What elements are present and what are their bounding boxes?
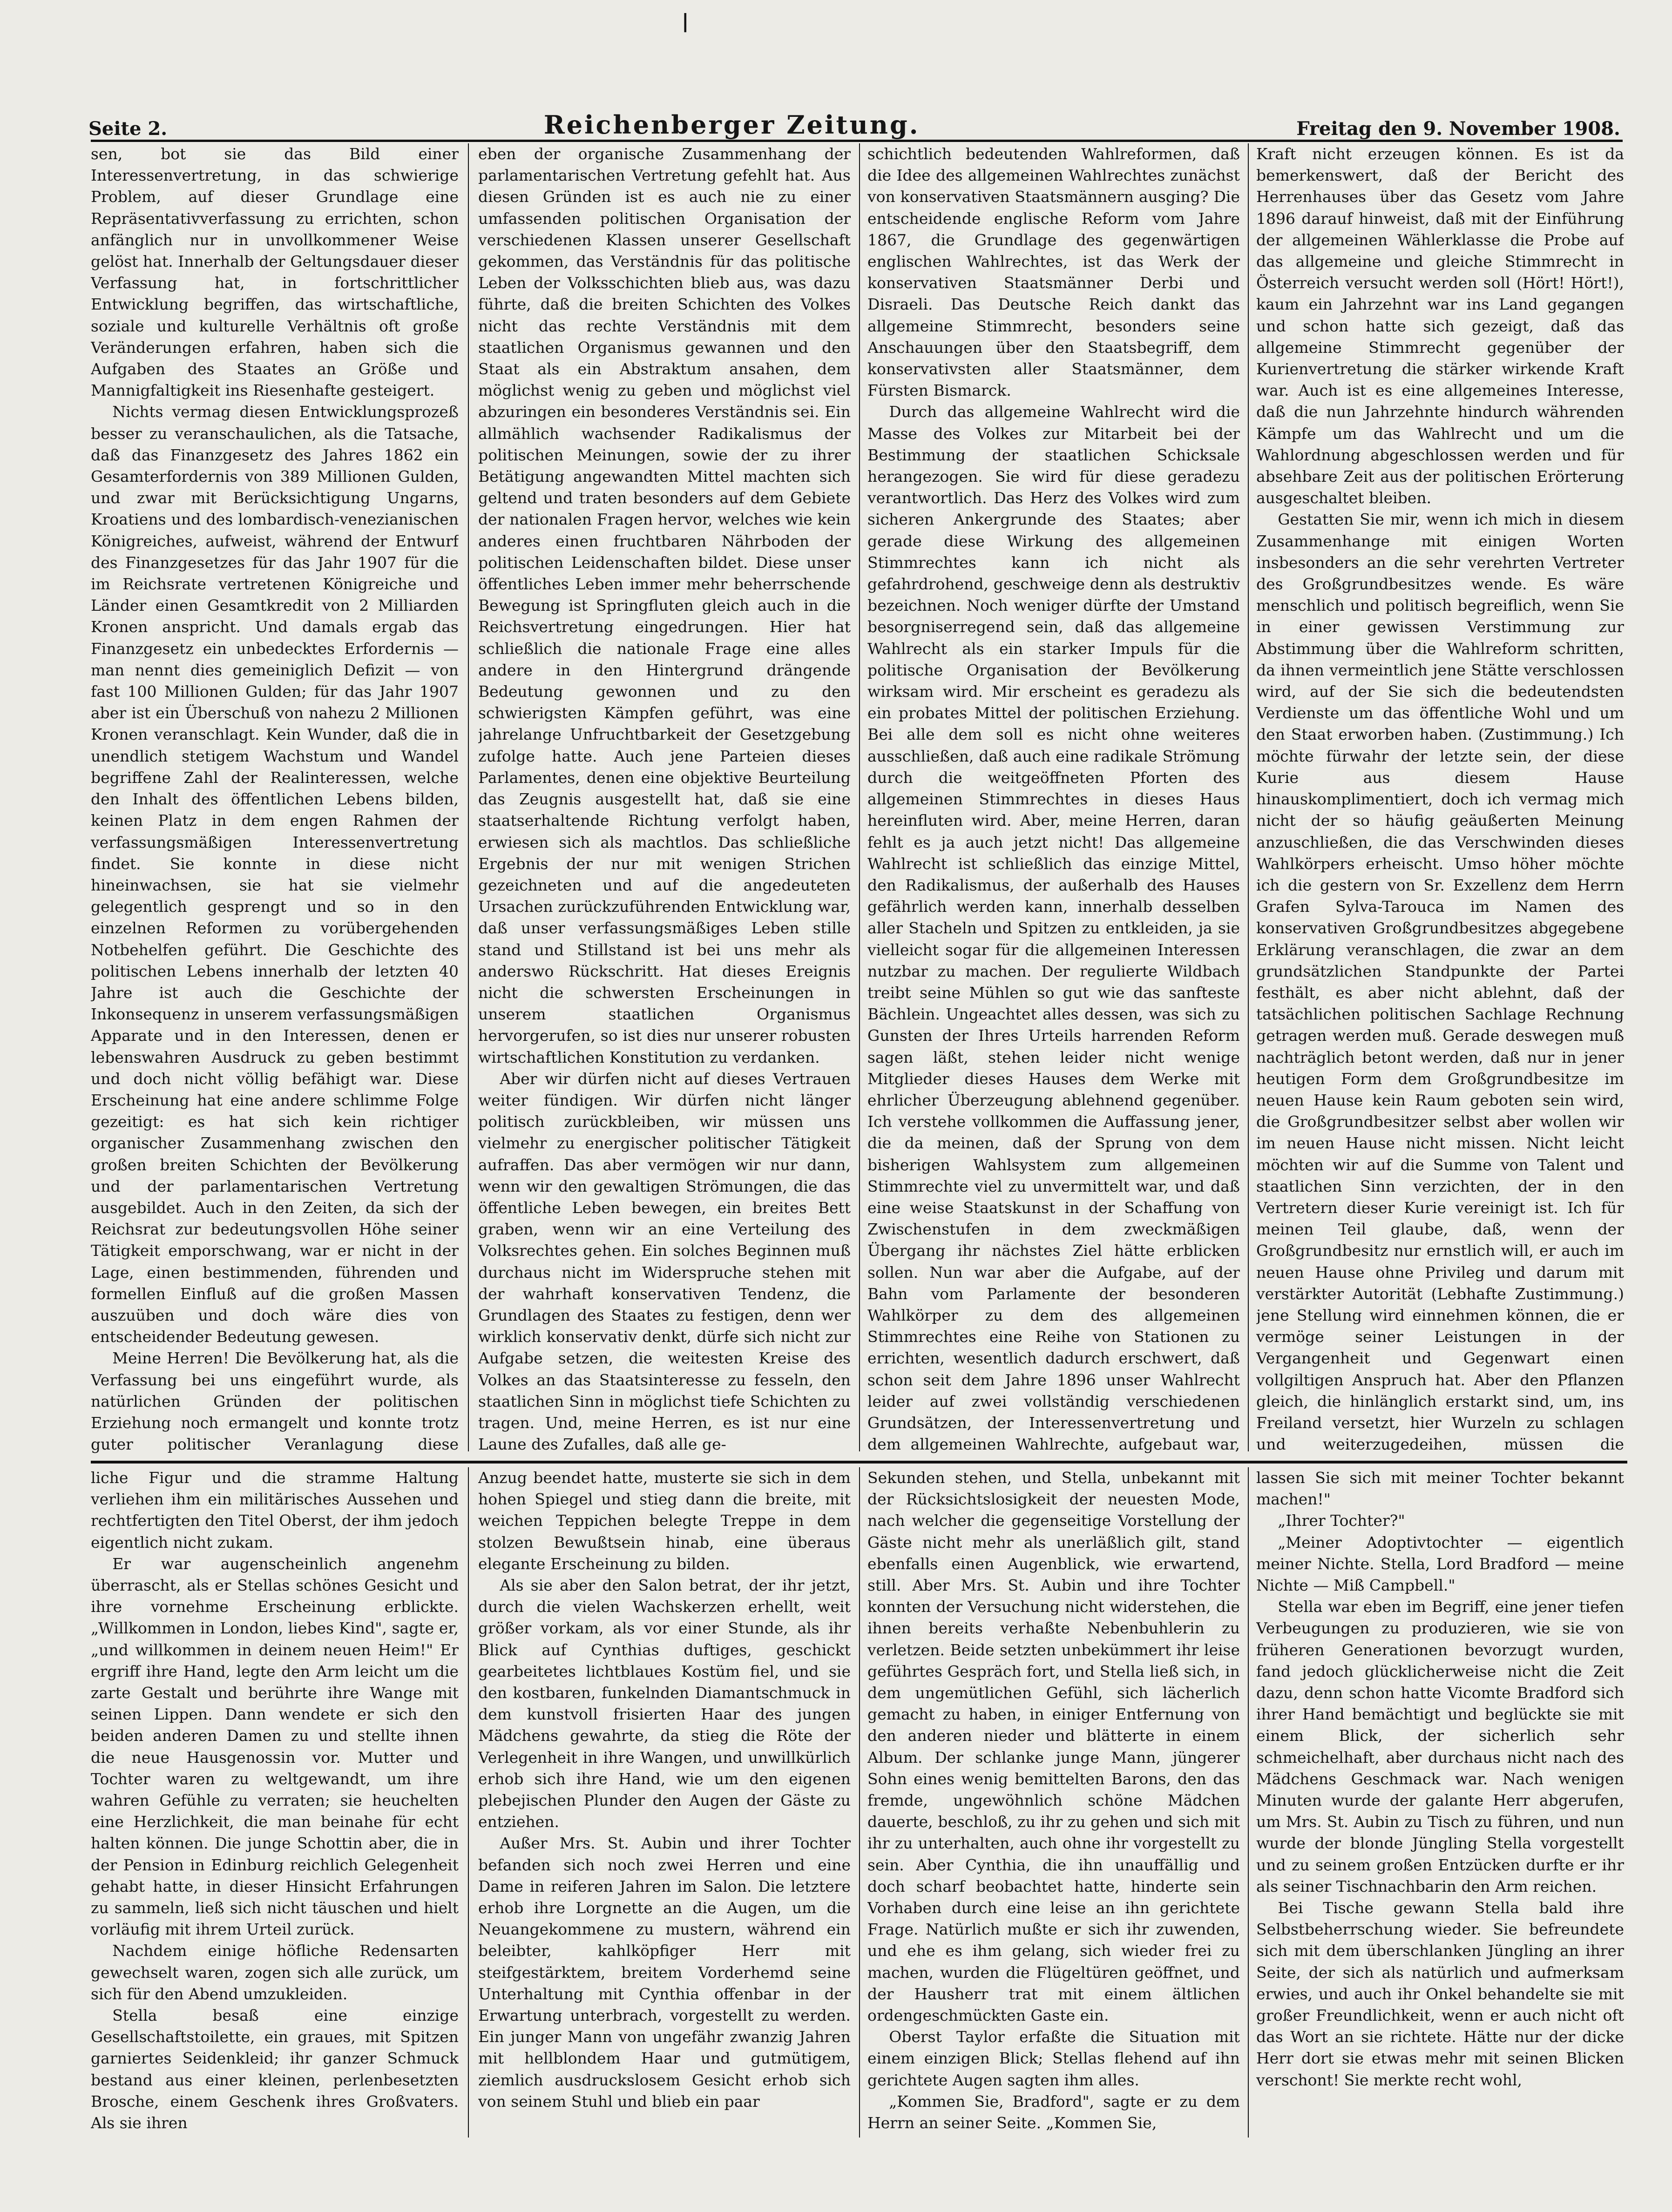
paragraph: Anzug beendet hatte, musterte sie sich in dem hohen Spiegel und stieg dann die breite, mit weichen Teppichen belegte Treppe in dem stolzen Bewußtsein hinab, eine überaus elegante Erscheinung zu bilden. xyxy=(478,1469,851,1573)
paragraph: Meine Herren! Die Bevölkerung hat, als die Verfassung bei uns eingeführt wurde, als natürlichen Gründen der politischen Erziehung noch ermangelt und konnte trotz guter politischer Veranlagung diese xyxy=(91,1349,459,1454)
paragraph: Gestatten Sie mir, wenn ich mich in diesem Zusammenhange mit einigen Worten insbesonders an die sehr verehrten Vertreter des Großgrundbesitzes wende. Es wäre menschlich und politisch begreiflich, wenn Sie in einer gewissen Verstimmung zur Abstimmung über die Wahlreform schritten, da ihnen vermeintlich jene Stätte verschlossen wird, auf der Sie sich die bedeutendsten Verdienste um das öffentliche Wohl und um den Staat erworben haben. (Zustimmung.) Ich möchte fürwahr der letzte sein, der diese Kurie aus diesem Hause hinauskomplimentiert, doch ich vermag mich nicht der so häufig geäußerten Meinung anzuschließen, die das Verschwinden dieses Wahlkörpers erheischt. Umso höher möchte ich die gestern von Sr. Exzellenz dem Herrn Grafen Sylva-Tarouca im Namen des konservativen Großgrundbesitzes abgegebene Erklärung veranschlagen, die zwar an dem grundsätzlichen Standpunkte der Partei festhält, es aber nicht ablehnt, daß der tatsächlichen politischen Sachlage Rechnung getragen werden muß. Gerade deswegen muß nachträglich betont werden, daß nur in jener heutigen Form dem Großgrundbesitze im neuen Hause kein Raum geboten sein wird, die Großgrundbesitzer selbst aber wollen wir im neuen Hause nicht missen. Nicht leicht möchten wir auf die Summe von Talent und staatlichen Sinn verzichten, der in den Vertretern dieser Kurie vereinigt ist. Ich für meinen Teil glaube, daß, wenn der Großgrundbesitz nur ernstlich will, er auch im neuen Hause ohne Privileg und darum mit verstärkter Autorität (Lebhafte Zustimmung.) jene Stellung wird einnehmen können, die er vermöge seiner Leistungen in der Vergangenheit und Gegenwart einen vollgiltigen Anspruch hat. Aber den Pflanzen gleich, die hinlänglich erstarkt sind, um, ins Freiland versetzt, hier Wurzeln zu schlagen und weiterzugedeihen, müssen die xyxy=(1256,510,1624,1454)
paragraph: lassen Sie sich mit meiner Tochter bekannt machen!" xyxy=(1256,1469,1624,1509)
masthead xyxy=(88,98,1620,140)
top-column-3 xyxy=(867,143,1240,1457)
paragraph: Oberst Taylor erfaßte die Situation mit einem einzigen Blick; Stellas flehend auf ihn gerichtete Augen sagten ihm alles. xyxy=(867,2028,1240,2089)
paragraph: Stella war eben im Begriff, eine jener tiefen Verbeugungen zu produzieren, wie sie von früheren Generationen bevorzugt wurden, fand jedoch glücklicherweise nicht die Zeit dazu, denn schon hatte Vicomte Bradford sich ihrer Hand bemächtigt und beglückte sie mit einem Blick, der sicherlich sehr schmeichelhaft, aber durchaus nicht nach des Mädchens Geschmack war. Nach wenigen Minuten wurde der galante Herr abgerufen, um Mrs. St. Aubin zu Tisch zu führen, und nun wurde der blonde Jüngling Stella vorgestellt und zu seinem großen Entzücken durfte er ihr als seiner Tischnachbarin den Arm reichen. xyxy=(1256,1598,1624,1895)
paragraph: Durch das allgemeine Wahlrecht wird die Masse des Volkes zur Mitarbeit bei der Bestimmung der staatlichen Schicksale herangezogen. Sie wird für diese geradezu verantwortlich. Das Herz des Volkes wird zum sicheren Ankergrunde des Staates; aber gerade diese Wirkung des allgemeinen Stimmrechtes kann ich nicht als gefahrdrohend, geschweige denn als destruktiv bezeichnen. Noch weniger dürfte der Umstand besorgniserregend sein, daß das allgemeine Wahlrecht als ein starker Impuls für die politische Organisation der Bevölkerung wirksam wird. Mir erscheint es geradezu als ein probates Mittel der politischen Erziehung. Bei alle dem soll es nicht ohne weiteres ausschließen, daß auch eine radikale Strömung durch die weitgeöffneten Pforten des allgemeinen Stimmrechtes in dieses Haus hereinfluten wird. Aber, meine Herren, daran fehlt es ja auch jetzt nicht! Das allgemeine Wahlrecht ist schließlich das einzige Mittel, den Radikalismus, der außerhalb des Hauses gefährlich werden kann, innerhalb desselben aller Stacheln und Spitzen zu entkleiden, ja sie vielleicht sogar für die allgemeinen Interessen nutzbar zu machen. Der regulierte Wildbach treibt seine Mühlen so gut wie das sanfteste Bächlein. Ungeachtet alles dessen, was sich zu Gunsten der Ihres Urteils harrenden Reform sagen läßt, stehen leider nicht wenige Mitglieder dieses Hauses dem Werke mit ehrlicher Überzeugung ablehnend gegenüber. Ich verstehe vollkommen die Auffassung jener, die da meinen, daß der Sprung von dem bisherigen Wahlsystem zum allgemeinen Stimmrechte viel zu unvermittelt war, und daß eine weise Staatskunst in der Schaffung von Zwischenstufen in dem zweckmäßigen Übergang ihr nächstes Ziel hätte erblicken sollen. Nun war aber die Aufgabe, auf der Bahn vom Parlamente der besonderen Wahlkörper zu dem des allgemeinen Stimmrechtes eine Reihe von Stationen zu errichten, wesentlich dadurch erschwert, daß schon seit dem Jahre 1896 unser Wahlrecht leider auf zwei vollständig verschiedenen Grundsätzen, der Interessenvertretung und dem allgemeinen Wahlrechte, aufgebaut war, xyxy=(867,403,1240,1454)
paragraph: liche Figur und die stramme Haltung verliehen ihm ein militärisches Aussehen und rechtfertigten den Titel Oberst, der ihm jedoch eigentlich nicht zukam. xyxy=(91,1469,459,1551)
column-divider xyxy=(1248,1467,1249,2138)
bottom-column-1 xyxy=(91,1467,459,2138)
top-column-1 xyxy=(91,143,459,1457)
column-divider xyxy=(468,143,469,1451)
top-column-2 xyxy=(478,143,851,1457)
issue-date: Freitag den 9. November 1908. xyxy=(1296,118,1620,140)
paragraph: „Ihrer Tochter?" xyxy=(1278,1511,1405,1530)
paragraph: sen, bot sie das Bild einer Interessenvertretung, in das schwierige Problem, auf dieser Grundlage eine Repräsentativverfassung zu errichten, schon anfänglich nur in unvollkommener Weise gelöst hat. Innerhalb der Geltungsdauer dieser Verfassung hat, in fortschrittlicher Entwicklung begriffen, das wirtschaftliche, soziale und kulturelle Verhältnis oft große Veränderungen erfahren, haben sich die Aufgaben des Staates an Größe und Mannigfaltigkeit ins Riesenhafte gesteigert. xyxy=(91,145,459,400)
column-divider xyxy=(468,1467,469,2138)
column-divider xyxy=(1248,143,1249,1451)
bottom-column-2 xyxy=(478,1467,851,2138)
paragraph: schichtlich bedeutenden Wahlreformen, daß die Idee des allgemeinen Wahlrechtes zunächst von konservativen Staatsmännern ausging? Die entscheidende englische Reform vom Jahre 1867, die Grundlage des gegenwärtigen englischen Wahlrechtes, ist das Werk der konservativen Staatsmänner Derbi und Disraeli. Das Deutsche Reich dankt das allgemeine Stimmrecht, besonders seine Anschauungen über den Staatsbegriff, dem konservativsten aller Staatsmänner, dem Fürsten Bismarck. xyxy=(867,145,1240,400)
masthead-rule xyxy=(91,140,1623,142)
paragraph: Er war augenscheinlich angenehm überrascht, als er Stellas schönes Gesicht und ihre vornehme Erscheinung erblickte. „Willkommen in London, liebes Kind", sagte er, „und willkommen in deinem neuen Heim!" Er ergriff ihre Hand, legte den Arm leicht um die zarte Gestalt und berührte ihre Wange mit seinen Lippen. Dann wendete er sich den beiden anderen Damen zu und stellte ihnen die neue Hausgenossin vor. Mutter und Tochter waren zu weltgewandt, um ihre wahren Gefühle zu verraten; sie heuchelten eine Herzlichkeit, die man beinahe für echt halten können. Die junge Schottin aber, die in der Pension in Edinburg reichlich Gelegenheit gehabt hatte, in dieser Hinsicht Erfahrungen zu sammeln, ließ sich nicht täuschen und hielt vorläufig mit ihrem Urteil zurück. xyxy=(91,1554,459,1939)
paragraph: Kraft nicht erzeugen können. Es ist da bemerkenswert, daß der Bericht des Herrenhauses über das Gesetz vom Jahre 1896 darauf hinweist, daß mit der Einführung der allgemeinen Wählerklasse die Probe auf das allgemeine und gleiche Stimmrecht in Österreich versucht werden soll (Hört! Hört!), kaum ein Jahrzehnt war ins Land gegangen und schon hatte sich gezeigt, daß das allgemeine Stimmrecht gegenüber der Kurienvertretung die stärker wirkende Kraft war. Auch ist es eine allgemeines Interesse, daß die nun Jahrzehnte hindurch währenden Kämpfe um das Wahlrecht und um die Wahlordnung abgeschlossen werden und für absehbare Zeit aus der politischen Erörterung ausgeschaltet bleiben. xyxy=(1256,145,1624,507)
paragraph: „Meiner Adoptivtochter — eigentlich meiner Nichte. Stella, Lord Bradford — meine Nichte — Miß Campbell." xyxy=(1256,1533,1624,1595)
column-divider xyxy=(859,1467,860,2138)
bottom-column-4 xyxy=(1256,1467,1624,2138)
top-column-4 xyxy=(1256,143,1624,1457)
page-number: Seite 2. xyxy=(88,118,168,140)
paragraph: Als sie aber den Salon betrat, der ihr jetzt, durch die vielen Wachskerzen erhellt, weit größer vorkam, als vor einer Stunde, als ihr Blick auf Cynthias duftiges, geschickt gearbeitetes lichtblaues Kostüm fiel, und sie den kostbaren, funkelnden Diamantschmuck in dem kunstvoll frisierten Haar des jungen Mädchens gewahrte, da stieg die Röte der Verlegenheit in ihre Wangen, und unwillkürlich erhob sich ihre Hand, wie um den eigenen plebejischen Plunder den Augen der Gäste zu entziehen. xyxy=(478,1576,851,1831)
paragraph: Außer Mrs. St. Aubin und ihrer Tochter befanden sich noch zwei Herren und eine Dame in reiferen Jahren im Salon. Die letztere erhob ihre Lorgnette an die Augen, um die Neuangekommene zu mustern, während ein beleibter, kahlköpfiger Herr mit steifgestärktem, breitem Vorderhemd seine Unterhaltung mit Cynthia offenbar in der Erwartung unterbrach, vorgestellt zu werden. Ein junger Mann von ungefähr zwanzig Jahren mit hellblondem Haar und gutmütigem, ziemlich ausdruckslosem Gesicht erhob sich von seinem Stuhl und blieb ein paar xyxy=(478,1834,851,2111)
column-divider xyxy=(859,143,860,1451)
section-separator xyxy=(91,1461,1627,1463)
paragraph: Stella besaß eine einzige Gesellschaftstoilette, ein graues, mit Spitzen garniertes Seidenkleid; ihr ganzer Schmuck bestand aus einer kleinen, perlenbesetzten Brosche, einem Geschenk ihres Großvaters. Als sie ihren xyxy=(91,2006,459,2132)
paragraph: Nachdem einige höfliche Redensarten gewechselt waren, zogen sich alle zurück, um sich für den Abend umzukleiden. xyxy=(91,1942,459,2003)
paragraph: Nichts vermag diesen Entwicklungsprozeß besser zu veranschaulichen, als die Tatsache, daß das Finanzgesetz des Jahres 1862 ein Gesamterfordernis von 389 Millionen Gulden, und zwar mit Berücksichtigung Ungarns, Kroatiens und des lombardisch-venezianischen Königreiches, aufweist, während der Entwurf des Finanzgesetzes für das Jahr 1907 für die im Reichsrate vertretenen Königreiche und Länder einen Gesamtkredit von 2 Milliarden Kronen anspricht. Und damals ergab das Finanzgesetz ein unbedecktes Erfordernis — man nennt dies gemeiniglich Defizit — von fast 100 Millionen Gulden; für das Jahr 1907 aber ist ein Überschuß von nahezu 2 Millionen Kronen veranschlagt. Kein Wunder, daß die in unendlich stetigem Wachstum und Wandel begriffene Zahl der Realinteressen, welche den Inhalt des öffentlichen Lebens bilden, keinen Platz in dem engen Rahmen der verfassungsmäßigen Interessenvertretung findet. Sie konnte in diese nicht hineinwachsen, sie hat sie vielmehr gelegentlich gesprengt und so in den einzelnen Reformen zu vorübergehenden Notbehelfen geführt. Die Geschichte des politischen Lebens innerhalb der letzten 40 Jahre ist auch die Geschichte der Inkonsequenz in unserem verfassungsmäßigen Apparate und in den Interessen, denen er lebenswahren Ausdruck zu geben bestimmt und doch nicht völlig befähigt war. Diese Erscheinung hat eine andere schlimme Folge gezeitigt: es hat sich kein richtiger organischer Zusammenhang zwischen den großen breiten Schichten der Bevölkerung und der parlamentarischen Vertretung ausgebildet. Auch in den Zeiten, da sich der Reichsrat zur bedeutungsvollen Höhe seiner Tätigkeit emporschwang, war er nicht in der Lage, einen bestimmenden, führenden und formellen Einfluß auf die großen Massen auszuüben und doch wäre dies von entscheidender Bedeutung gewesen. xyxy=(91,403,459,1346)
paragraph: eben der organische Zusammenhang der parlamentarischen Vertretung gefehlt hat. Aus diesen Gründen ist es auch nie zu einer umfassenden politischen Organisation der verschiedenen Klassen unserer Gesellschaft gekommen, das Verständnis für das politische Leben der Volksschichten blieb aus, was dazu führte, daß die breiten Schichten des Volkes nicht das rechte Verständnis mit dem staatlichen Organismus gewannen und den Staat als ein Abstraktum ansahen, dem möglichst wenig zu geben und möglichst viel abzuringen ein besonderes Verständnis sei. Ein allmählich wachsender Radikalismus der politischen Meinungen, sowie der zu ihrer Betätigung angewandten Mittel machten sich geltend und traten besonders auf dem Gebiete der nationalen Fragen hervor, welches wie kein anderes einen fruchtbaren Nährboden der politischen Leidenschaften bildet. Diese unser öffentliches Leben immer mehr beherrschende Bewegung ist Springfluten gleich auch in die Reichsvertretung eingedrungen. Hier hat schließlich die nationale Frage eine alles andere in den Hintergrund drängende Bedeutung gewonnen und zu den schwierigsten Kämpfen geführt, was eine jahrelange Unfruchtbarkeit der Gesetzgebung zufolge hatte. Auch jene Parteien dieses Parlamentes, denen eine objektive Beurteilung das Zeugnis ausgestellt hat, daß sie eine staatserhaltende Richtung verfolgt haben, erwiesen sich als machtlos. Das schließliche Ergebnis der nur mit wenigen Strichen gezeichneten und auf die angedeuteten Ursachen zurückzuführenden Entwicklung war, daß unser verfassungsmäßiges Leben stille stand und Stillstand ist bei uns mehr als anderswo Rückschritt. Hat dieses Ereignis nicht die schwersten Erscheinungen in unserem staatlichen Organismus hervorgerufen, so ist dies nur unserer robusten wirtschaftlichen Konstitution zu verdanken. xyxy=(478,145,851,1066)
paragraph: Sekunden stehen, und Stella, unbekannt mit der Rücksichtslosigkeit der neuesten Mode, nach welcher die gegenseitige Vorstellung der Gäste nicht mehr als unerläßlich gilt, stand ebenfalls einen Augenblick, wie erwartend, still. Aber Mrs. St. Aubin und ihre Tochter konnten der Versuchung nicht widerstehen, die ihnen bereits verhaßte Nebenbuhlerin zu verletzen. Beide setzten unbekümmert ihr leise geführtes Gespräch fort, und Stella ließ sich, in dem ungemütlichen Gefühl, sich lächerlich gemacht zu haben, in einiger Entfernung von den anderen nieder und blätterte in einem Album. Der schlanke junge Mann, jüngerer Sohn eines wenig bemittelten Barons, den das fremde, ungewöhnlich schöne Mädchen dauerte, beschloß, zu ihr zu gehen und sich mit ihr zu unterhalten, auch ohne ihr vorgestellt zu sein. Aber Cynthia, die ihn unauffällig und doch scharf beobachtet hatte, hinderte sein Vorhaben durch eine leise an ihn gerichtete Frage. Natürlich mußte er sich ihr zuwenden, und ehe es ihm gelang, sich wieder frei zu machen, wurden die Flügeltüren geöffnet, und der Hausherr trat mit einem ältlichen ordengeschmückten Gaste ein. xyxy=(867,1469,1240,2025)
paragraph: Aber wir dürfen nicht auf dieses Vertrauen weiter fündigen. Wir dürfen nicht länger politisch zurückbleiben, wir müssen uns vielmehr zu energischer politischer Tätigkeit aufraffen. Das aber vermögen wir nur dann, wenn wir den gewaltigen Strömungen, die das öffentliche Leben bewegen, ein breites Bett graben, wenn wir an eine Verteilung des Volksrechtes gehen. Ein solches Beginnen muß durchaus nicht im Widerspruche stehen mit der wahrhaft konservativen Tendenz, die Grundlagen des Staates zu festigen, denn wer wirklich konservativ denkt, dürfe sich nicht zur Aufgabe setzen, die weitesten Kreise des Volkes an das Staatsinteresse zu fesseln, den staatlichen Sinn in möglichst tiefe Schichten zu tragen. Und, meine Herren, es ist nur eine Laune des Zufalles, daß alle ge- xyxy=(478,1069,851,1454)
paragraph: „Kommen Sie, Bradford", sagte er zu dem Herrn an seiner Seite. „Kommen Sie, xyxy=(867,2092,1240,2132)
paragraph: Bei Tische gewann Stella bald ihre Selbstbeherrschung wieder. Sie befreundete sich mit dem überschlanken Jüngling an ihrer Seite, der sich als natürlich und aufmerksam erwies, und auch ihr Onkel behandelte sie mit großer Freundlichkeit, wenn er auch nicht oft das Wort an sie richtete. Hätte nur der dicke Herr dort sie etwas mehr mit seinen Blicken verschont! Sie merkte recht wohl, xyxy=(1256,1899,1624,2089)
bottom-column-3 xyxy=(867,1467,1240,2138)
top-mark: ❘ xyxy=(677,10,693,32)
newspaper-title: Reichenberger Zeitung. xyxy=(543,110,920,140)
